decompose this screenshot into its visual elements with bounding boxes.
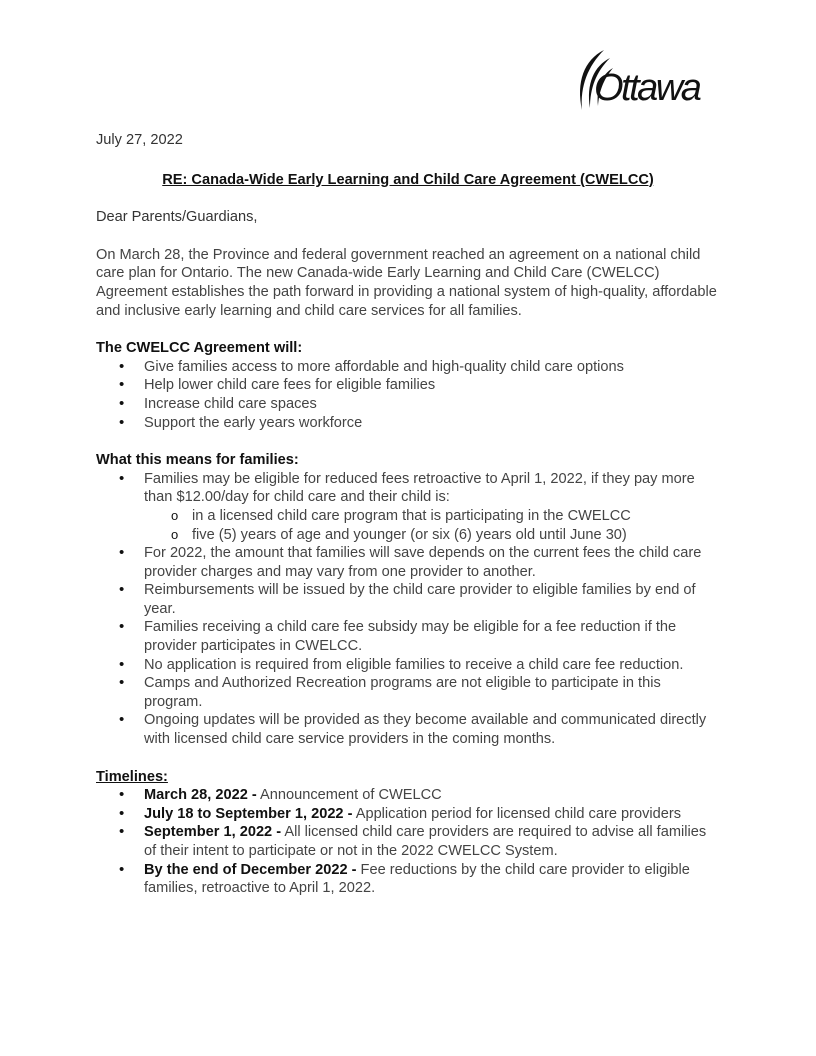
timeline-item [96, 823, 720, 860]
agreement-heading: The CWELCC Agreement will: [96, 340, 303, 357]
timeline-date: July 18 to September 1, 2022 - [144, 805, 353, 822]
list-item: • Camps and Authorized Recreation programs are not eligible to participate in this program. [96, 674, 720, 711]
timeline-item [96, 805, 720, 824]
list-item: • Increase child care spaces [96, 395, 720, 414]
list-item: • Families receiving a child care fee subsidy may be eligible for a fee reduction if the provider participates in CWELCC. [96, 618, 720, 655]
letter-subject: RE: Canada-Wide Early Learning and Child Care Agreement (CWELCC) [162, 171, 654, 188]
list-item [96, 470, 720, 544]
timeline-item [96, 861, 720, 898]
list-item: • For 2022, the amount that families will save depends on the current fees the child care provider charges and may vary from one provider to another. [96, 544, 720, 581]
sub-list-item: o in a licensed child care program that is participating in the CWELCC [144, 507, 720, 526]
timeline-text: All licensed child care providers are required to advise all families of their intent to participate or not in the 2022 CWELCC System. [144, 824, 707, 859]
timelines-heading: Timelines: [96, 768, 168, 785]
logo-wordmark: Ottawa [594, 67, 700, 109]
timeline-text: Announcement of CWELCC [256, 787, 442, 804]
timeline-item [96, 786, 720, 805]
timelines-list [96, 786, 720, 898]
timeline-text: Fee reductions by the child care provider to eligible families, retroactive to April 1, 2022. [144, 861, 690, 897]
list-item: • Help lower child care fees for eligible families [96, 376, 720, 395]
families-list [96, 470, 720, 749]
timeline-date: March 28, 2022 - [144, 787, 257, 804]
timeline-date: By the end of December 2022 - [144, 861, 357, 878]
timeline-date: September 1, 2022 - [144, 824, 282, 841]
sub-list-item: o five (5) years of age and younger (or six (6) years old until June 30) [144, 526, 720, 545]
list-item: • Give families access to more affordable and high-quality child care options [96, 358, 720, 377]
eligibility-sublist [144, 507, 720, 544]
list-item-text: Families may be eligible for reduced fees retroactive to April 1, 2022, if they pay more than $12.00/day for child care and their child is: [144, 470, 695, 506]
timeline-text: Application period for licensed child care providers [352, 805, 682, 822]
intro-paragraph: On March 28, the Province and federal government reached an agreement on a national child care plan for Ontario. The new Canada-wide Early Learning and Child Care (CWELCC) Agreement establishes the path forward in providing a national system of high-quality, affordable and inclusive early learning and child care services for all families. [96, 246, 717, 319]
letter-salutation: Dear Parents/Guardians, [96, 209, 258, 226]
ottawa-logo [574, 48, 722, 114]
list-item: • No application is required from eligible families to receive a child care fee reduction. [96, 656, 720, 675]
families-heading: What this means for families: [96, 452, 299, 469]
list-item: • Ongoing updates will be provided as they become available and communicated directly with licensed child care service providers in the coming months. [96, 711, 720, 748]
letter-body [96, 131, 720, 898]
list-item: • Reimbursements will be issued by the child care provider to eligible families by end of year. [96, 581, 720, 618]
list-item: • Support the early years workforce [96, 414, 720, 433]
letter-date: July 27, 2022 [96, 132, 183, 148]
agreement-list [96, 358, 720, 432]
